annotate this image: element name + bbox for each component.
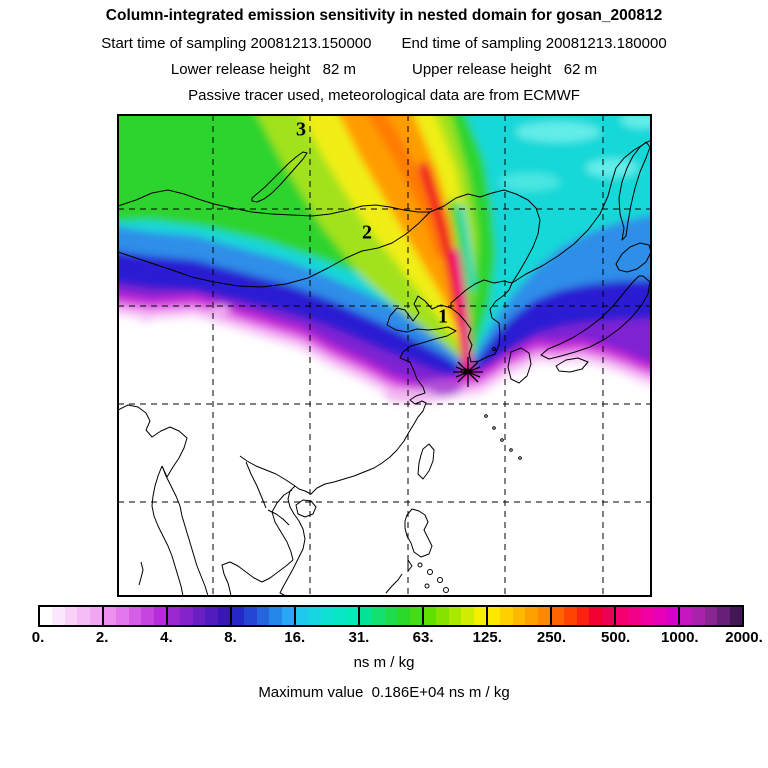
maximum-value-label: Maximum value 0.186E+04 ns m / kg [258,684,510,701]
india-myanmar-borders [118,405,187,477]
colorbar-cell [218,607,230,625]
colorbar-cell [65,607,77,625]
colorbar-cell [680,607,692,625]
colorbar-cell [705,607,717,625]
colorbar-block-3 [230,607,294,625]
colorbar-tick-label: 8. [224,629,237,646]
colorbar-cell [717,607,729,625]
hainan [296,500,316,517]
colorbar-block-0 [40,607,102,625]
colorbar-block-7 [486,607,550,625]
ryukyu-3 [501,439,504,442]
colorbar-cell [641,607,653,625]
visayas-1 [418,563,422,567]
colorbar-tick-label: 2000. [725,629,763,646]
colorbar-cell [602,607,614,625]
colorbar-cell [346,607,358,625]
yunnan-border [240,456,295,486]
colorbar-cell [154,607,166,625]
colorbar-cell [385,607,397,625]
colorbar-tick-label: 16. [284,629,306,646]
malay-peninsula-west-coast [162,466,208,596]
colorbar-cell [129,607,141,625]
colorbar-cell [730,607,742,625]
visayas-4 [425,584,429,588]
palawan [386,574,402,593]
gulf-of-thailand-coast [222,560,293,596]
colorbar-cell [436,607,448,625]
colorbar-cell [410,607,422,625]
colorbar-cell [168,607,180,625]
colorbar-cell [449,607,461,625]
colorbar-cell [116,607,128,625]
colorbar-block-9 [614,607,678,625]
colorbar-cell [141,607,153,625]
colorbar-tick-label: 125. [472,629,502,646]
colorbar-block-1 [102,607,166,625]
colorbar-cell [104,607,116,625]
colorbar-tick-label: 4. [160,629,173,646]
colorbar-cell [90,607,102,625]
colorbar-block-5 [358,607,422,625]
colorbar-tick-label: 2. [95,629,109,646]
colorbar-cell [513,607,525,625]
colorbar-tick-label: 31. [348,629,370,646]
laos-vietnam-border [272,490,293,560]
colorbar-cell [244,607,256,625]
colorbar-cell [52,607,64,625]
colorbar-cell [424,607,436,625]
colorbar-cell [372,607,384,625]
colorbar-cell [628,607,640,625]
colorbar-block-10 [678,607,742,625]
ryukyu-1 [485,415,488,418]
luzon [405,509,432,557]
colorbar-cell [474,607,486,625]
colorbar-cell [308,607,320,625]
colorbar-cell [269,607,281,625]
interior-border-1 [268,510,289,525]
colorbar-cell [461,607,473,625]
visayas-2 [428,570,433,575]
colorbar-block-8 [550,607,614,625]
colorbar-cell [360,607,372,625]
tracer-met-label: Passive tracer used, meteorological data are from ECMWF [188,87,580,104]
colorbar-tick-label: 63. [412,629,434,646]
trajectory-marker-2: 2 [362,221,372,244]
start-time-label: Start time of sampling 20081213.150000 [101,35,372,52]
visayas-5 [444,588,449,593]
colorbar-cell [205,607,217,625]
colorbar-cell [616,607,628,625]
ryukyu-5 [519,457,522,460]
andaman-islands [139,562,143,585]
colorbar-cell [653,607,665,625]
end-time-label: End time of sampling 20081213.180000 [401,35,667,52]
colorbar-cell [692,607,704,625]
title-text: Column-integrated emission sensitivity in nested domain for gosan_200812 [105,7,663,24]
colorbar-cell [321,607,333,625]
colorbar-tick-label: 0. [31,629,45,646]
colorbar-units-label: ns m / kg [353,654,415,671]
colorbar-cell [180,607,192,625]
upper-release-label: Upper release height 62 m [412,61,598,78]
trajectory-marker-1: 1 [438,305,448,328]
colorbar-cell [296,607,308,625]
lower-release-label: Lower release height 82 m [170,61,356,78]
colorbar-tick-label: 500. [601,629,631,646]
colorbar-block-2 [166,607,230,625]
colorbar-cell [538,607,550,625]
trajectory-marker-3: 3 [296,118,306,141]
taiwan [418,444,434,479]
colorbar-cell [500,607,512,625]
colorbar-cell [552,607,564,625]
colorbar-cell [257,607,269,625]
colorbar-tick-label: 1000. [661,629,699,646]
colorbar-block-6 [422,607,486,625]
mindoro [408,560,412,571]
colorbar-cell [564,607,576,625]
colorbar-cell [525,607,537,625]
colorbar-cell [397,607,409,625]
visayas-3 [438,578,443,583]
colorbar-cell [40,607,52,625]
colorbar-cell [193,607,205,625]
colorbar-cell [282,607,294,625]
colorbar-cell [666,607,678,625]
colorbar [38,605,744,627]
ryukyu-4 [510,449,513,452]
colorbar-cell [577,607,589,625]
colorbar-block-4 [294,607,358,625]
colorbar-cell [333,607,345,625]
colorbar-cell [232,607,244,625]
colorbar-cell [589,607,601,625]
colorbar-cell [488,607,500,625]
colorbar-tick-label: 250. [536,629,567,646]
ryukyu-2 [493,427,496,430]
colorbar-cell [77,607,89,625]
myanmar-coast [152,466,183,596]
